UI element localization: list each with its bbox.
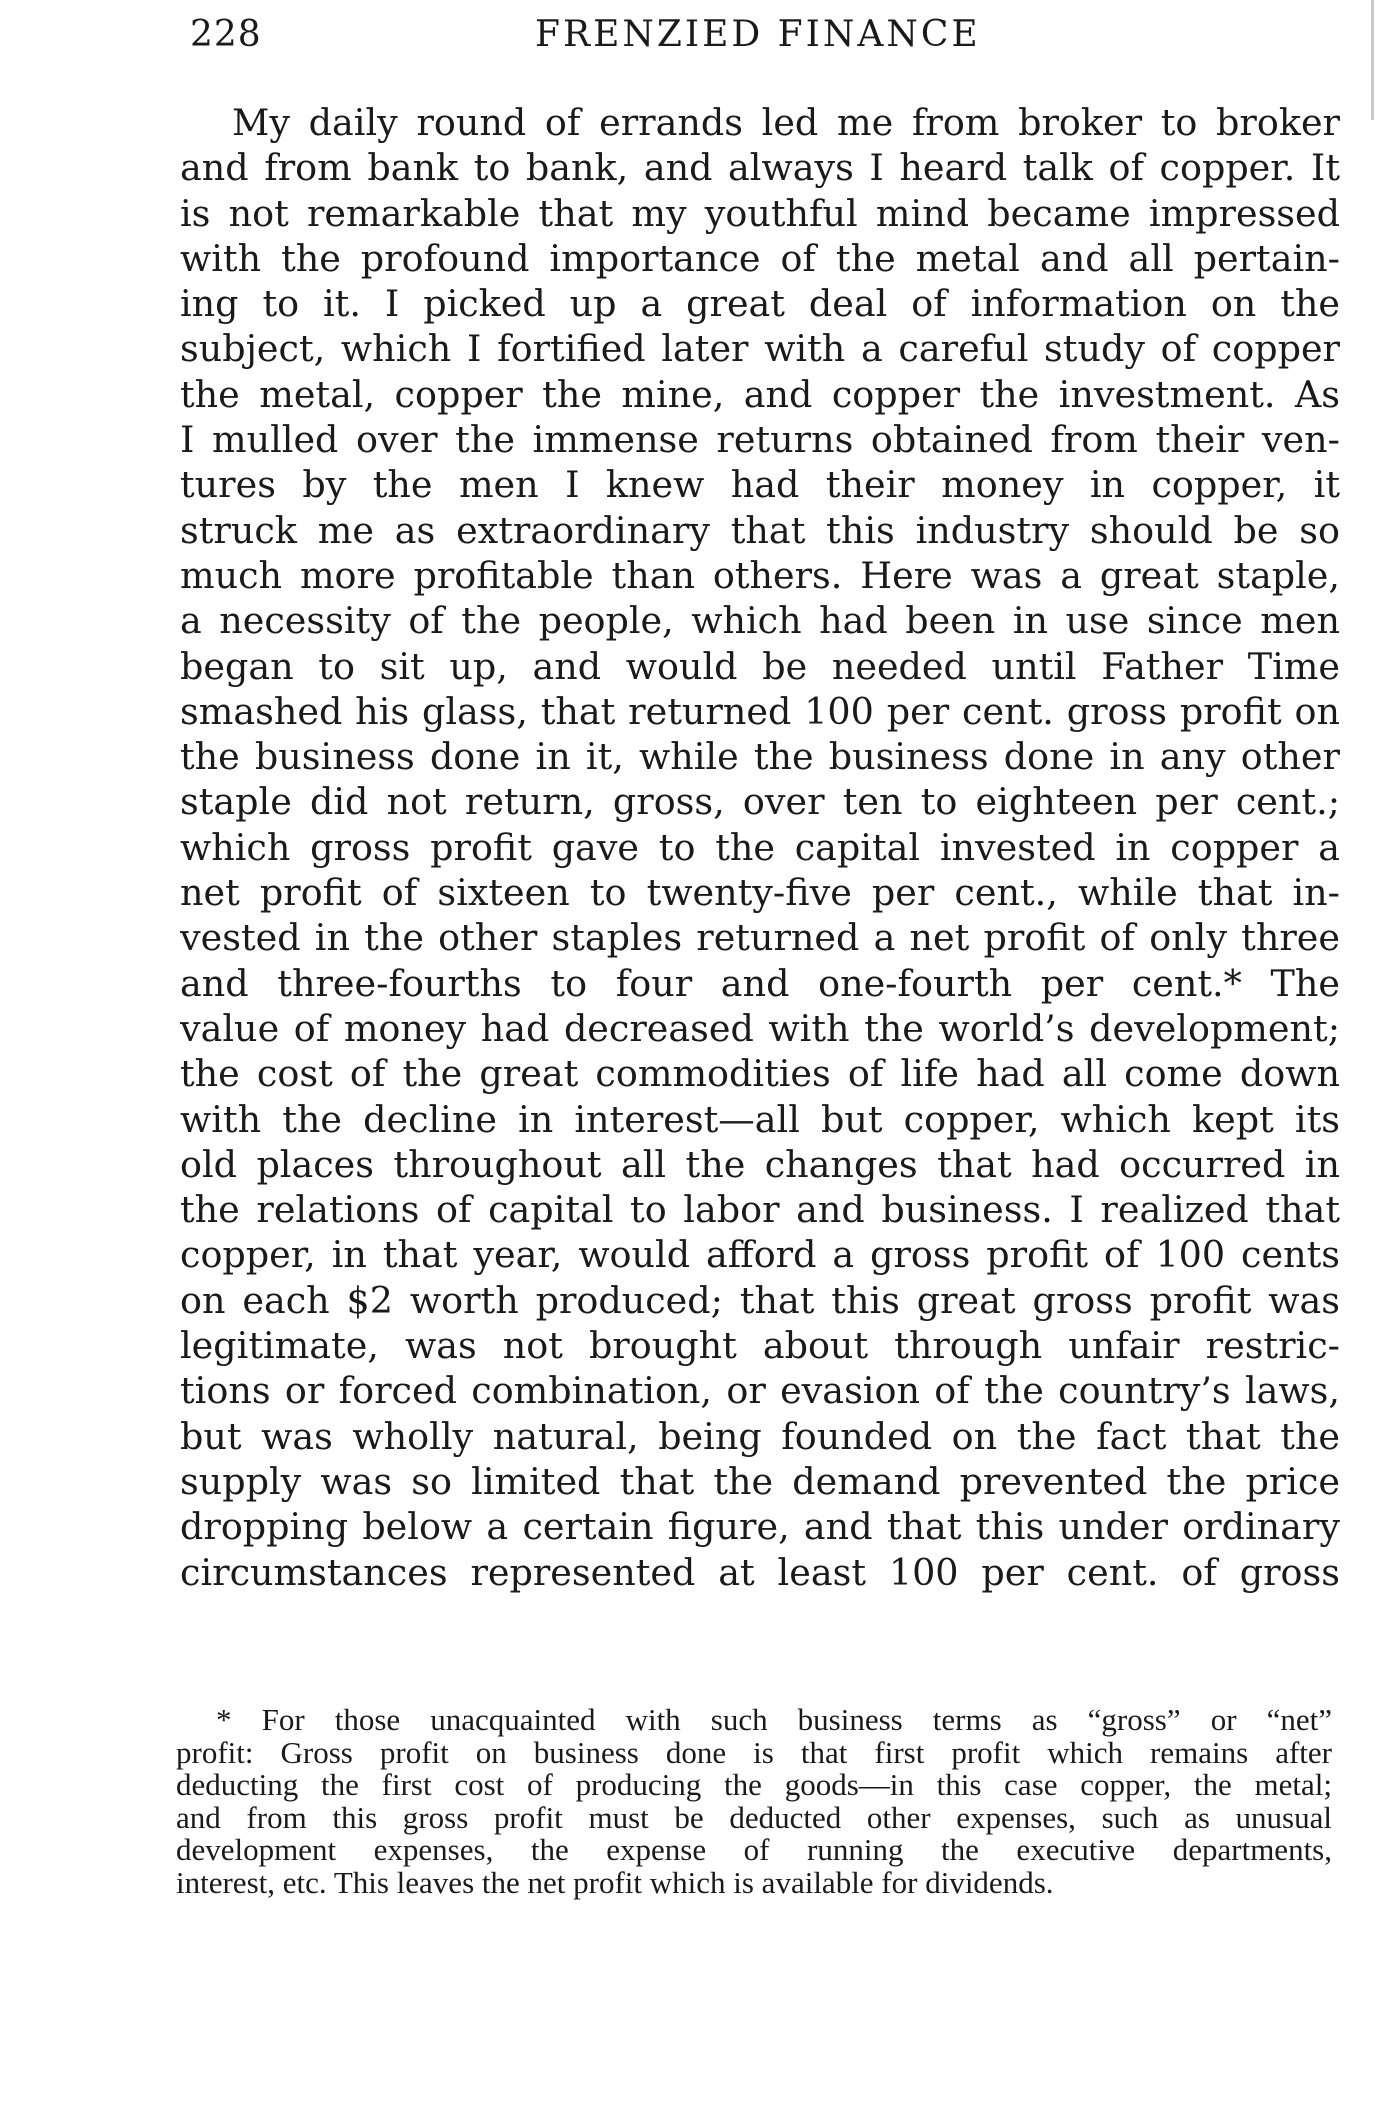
scan-edge-mark [1371, 0, 1374, 120]
body-line: value of money had decreased with the world’s development; [180, 1006, 1340, 1050]
body-line: struck me as extraordinary that this industry should be so [180, 508, 1340, 552]
footnote-line: profit: Gross profit on business done is that first profit which remains after [176, 1734, 1332, 1770]
body-line: began to sit up, and would be needed until Father Time [180, 644, 1340, 688]
body-line: My daily round of errands led me from broker to broker [232, 101, 1340, 144]
body-line: legitimate, was not brought about through unfair restric- [180, 1324, 1340, 1368]
body-line: on each $2 worth produced; that this great gross profit was [180, 1278, 1340, 1322]
body-line: and three-fourths to four and one-fourth per cent.* The [180, 961, 1340, 1005]
body-line: the relations of capital to labor and business. I realized that [180, 1188, 1340, 1232]
footnote-line: * For those unacquainted with such business terms as “gross” or “net” [216, 1702, 1332, 1737]
body-line: the metal, copper the mine, and copper the investment. As [180, 372, 1340, 416]
body-line: tures by the men I knew had their money in copper, it [180, 463, 1340, 507]
body-line: old places throughout all the changes that had occurred in [180, 1142, 1340, 1186]
footnote-line: development expenses, the expense of running the executive departments, [176, 1832, 1332, 1867]
body-line: with the decline in interest—all but copper, which kept its [180, 1097, 1340, 1141]
body-line: supply was so limited that the demand prevented the price [180, 1459, 1340, 1503]
body-line: much more profitable than others. Here was a great staple, [180, 553, 1340, 597]
body-line: smashed his glass, that returned 100 per cent. gross profit on [180, 689, 1340, 733]
body-line: but was wholly natural, being founded on the fact that the [180, 1414, 1340, 1458]
body-line: which gross profit gave to the capital invested in copper a [180, 825, 1340, 869]
body-line: the business done in it, while the business done in any other [180, 735, 1340, 779]
body-line: with the profound importance of the metal and all pertain- [180, 236, 1340, 280]
body-line: circumstances represented at least 100 per cent. of gross [180, 1550, 1340, 1594]
body-paragraph [180, 100, 1340, 1595]
page-header [190, 14, 1340, 64]
body-line: tions or forced combination, or evasion of the country’s laws, [180, 1369, 1340, 1413]
body-line: a necessity of the people, which had been in use since men [180, 599, 1340, 643]
body-line: dropping below a certain figure, and that this under ordinary [180, 1505, 1340, 1549]
body-line: is not remarkable that my youthful mind became impressed [180, 191, 1340, 235]
body-line: subject, which I fortified later with a careful study of copper [180, 327, 1340, 371]
body-line: ing to it. I picked up a great deal of information on the [180, 282, 1340, 326]
footnote [176, 1704, 1332, 1899]
running-head: FRENZIED FINANCE [535, 14, 981, 55]
footnote-line: deducting the first cost of producing the goods—in this case copper, the metal; [176, 1767, 1332, 1802]
body-line: staple did not return, gross, over ten to eighteen per cent.; [180, 780, 1340, 824]
body-line: copper, in that year, would afford a gross profit of 100 cents [180, 1233, 1340, 1277]
body-line: and from bank to bank, and always I heard talk of copper. It [180, 146, 1340, 190]
body-line: vested in the other staples returned a net profit of only three [180, 916, 1340, 960]
body-line: the cost of the great commodities of life had all come down [180, 1052, 1340, 1096]
footnote-line: and from this gross profit must be deducted other expenses, such as unusual [176, 1799, 1332, 1835]
page-number: 228 [190, 14, 262, 55]
body-line: I mulled over the immense returns obtained from their ven- [180, 418, 1340, 462]
body-line: net profit of sixteen to twenty-five per cent., while that in- [180, 871, 1340, 915]
footnote-line: interest, etc. This leaves the net profit which is available for dividends. [176, 1864, 1054, 1900]
